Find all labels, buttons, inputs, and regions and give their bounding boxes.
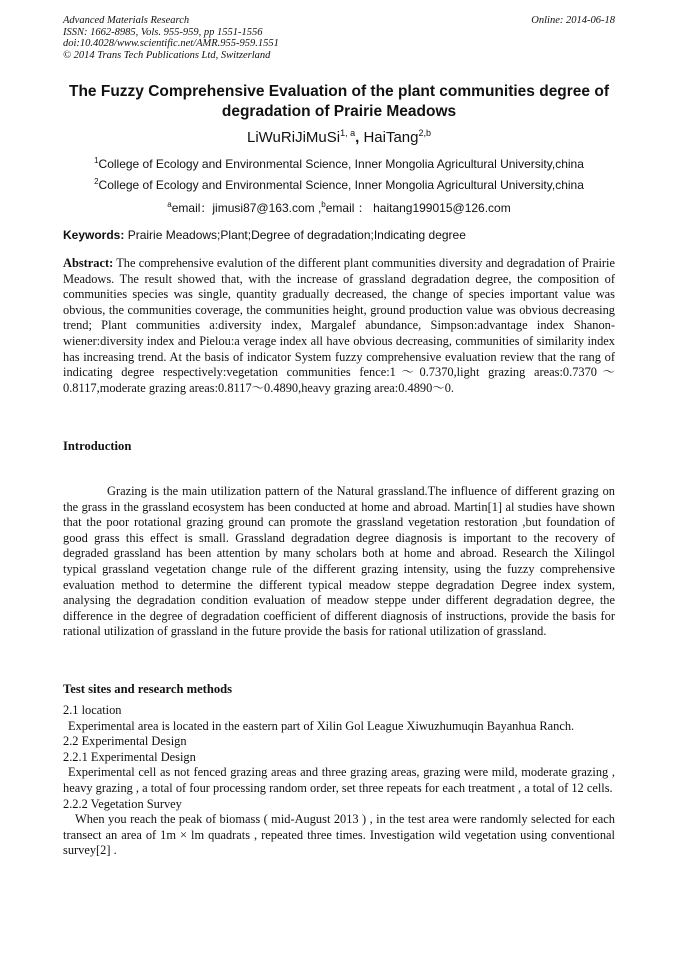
email-b-sup: b [321,200,326,209]
section-2-1-text: Experimental area is located in the eastern part of Xilin Gol League Xiwuzhumuqin Bayanhua Ranch. [68,718,575,733]
affiliation-1-text: College of Ecology and Environmental Science, Inner Mongolia Agricultural University,china [98,157,584,171]
keywords [63,228,623,242]
affiliation-1-sup: 1 [94,156,99,165]
keywords-label: Keywords: [63,228,125,242]
methods-heading: Test sites and research methods [63,682,233,696]
journal-header [63,15,279,61]
section-2-2-1-text: Experimental cell as not fenced grazing areas and three grazing areas, grazing were mild, moderate grazing , heavy grazing , a total of four processing random order, set three repeats for each treatment , a total of 12 cells. [63,765,615,795]
abstract [63,256,615,396]
email-a[interactable]: email：jimusi87@163.com , [171,201,322,215]
author-separator: , [355,129,364,146]
section-2-1-heading: 2.1 location [63,703,122,717]
email-a-sup: a [167,200,172,209]
section-2-2-2-text: When you reach the peak of biomass ( mid-August 2013 ) , in the test area were randomly selected for each transect an area of 1m × lm quadrats , repeated three times. Investigation wild vegetation using conventional survey[2] . [63,812,615,858]
affiliation-2 [0,177,678,192]
section-2-2-1-heading: 2.2.1 Experimental Design [63,749,196,764]
author-2: HaiTang [363,129,419,146]
journal-doi: doi:10.4028/www.scientific.net/AMR.955-959.1551 [63,38,279,50]
methods-section [63,703,615,859]
affiliation-1 [0,156,678,171]
author-1-affil: 1, a [340,128,356,138]
author-line [0,128,678,146]
introduction-paragraph: Grazing is the main utilization pattern of the Natural grassland.The influence of different grazing on the grass in the grassland ecosystem has been conducted at home and abroad. Martin[1] al studies have shown that the poor rotational grazing ground can promote the grassland vegetation restoration ,but foundation of good grass this effect is small. Grassland degradation degree diagnosis is important to the recovery of degraded grassland has been attention by many scholars both at home and abroad. Research the Xilingol typical grassland vegetation change rule of the different grazing intensity, using the fuzzy comprehensive evaluation method to determine the different typical meadow steppe degradation Degree index system, analysing the degradation condition evaluation of meadow steppe under different degradation degree, the difference in the degree of degradation coefficient of different diagnosis of instructions, provide the basis for rational utilization of grassland in the future provide the basis for rational utilization of grassland. [63,484,615,639]
introduction-heading: Introduction [63,439,132,453]
author-2-affil: 2,b [418,128,431,138]
section-2-2-heading: 2.2 Experimental Design [63,734,187,749]
online-date: Online: 2014-06-18 [531,15,615,26]
affiliation-2-sup: 2 [94,177,99,186]
email-line [0,199,678,216]
abstract-label: Abstract: [63,256,114,270]
journal-issn: ISSN: 1662-8985, Vols. 955-959, pp 1551-1556 [63,26,263,38]
paper-title: The Fuzzy Comprehensive Evaluation of the plant communities degree of degradation of Prairie Meadows [68,83,609,120]
author-1: LiWuRiJiMuSi [247,129,341,146]
abstract-text: The comprehensive evalution of the different plant communities diversity and degradation of Prairie Meadows. The result showed that, with the increase of grassland degradation degree, the composition of communities species was single, quantity gradually decreased, the change of species important value was obvious, the communities coverage, the communities height, ground production value was obvious decreasing trend; Plant communities a:diversity index, Margalef abundance, Simpson:advantage index Shanon-wiener:diversity index and Pielou:a verage index all have obvious decreasing, communities of similarity index has increasing trend. At the basis of indicator System fuzzy comprehensive evaluation review that the rang of indicating degree respectively:vegetation communities fence:1～0.7370,light grazing areas:0.7370～0.8117,moderate grazing areas:0.8117～0.4890,heavy grazing area:0.4890～0. [63,256,615,395]
section-2-2-2-heading: 2.2.2 Vegetation Survey [63,796,182,811]
keywords-text: Prairie Meadows;Plant;Degree of degradation;Indicating degree [124,228,466,242]
affiliation-2-text: College of Ecology and Environmental Science, Inner Mongolia Agricultural University,china [98,178,584,192]
email-b[interactable]: email ： haitang199015@126.com [325,201,511,215]
journal-name: Advanced Materials Research [63,15,190,26]
journal-copyright: © 2014 Trans Tech Publications Ltd, Switzerland [63,49,271,61]
